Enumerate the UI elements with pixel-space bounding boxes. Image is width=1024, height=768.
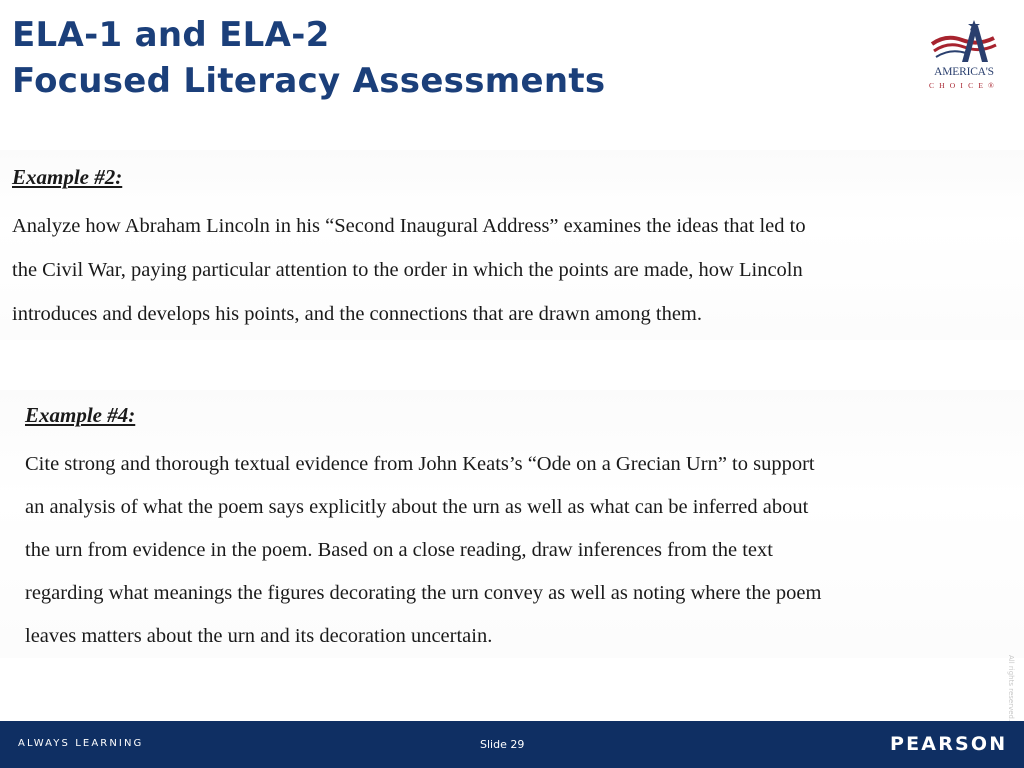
- logo-line-2: [918, 81, 1010, 90]
- example-4-heading: Example #4:: [25, 403, 136, 427]
- slide-number: Slide 29: [480, 738, 525, 751]
- example-2-text: [12, 204, 806, 336]
- footer-bar: [0, 721, 1024, 768]
- logo-line-1: AMERICA'S: [934, 66, 994, 78]
- text-line: the Civil War, paying particular attention to the order in which the points are made, how Lincoln: [12, 259, 803, 281]
- registered-mark: ®: [988, 81, 1000, 90]
- logo-choice: CHOICE: [928, 81, 989, 90]
- text-line: introduces and develops his points, and the connections that are drawn among them.: [12, 303, 702, 325]
- text-line: Analyze how Abraham Lincoln in his “Second Inaugural Address” examines the ideas that led to: [12, 215, 806, 237]
- text-line: leaves matters about the urn and its decoration uncertain.: [25, 625, 493, 647]
- text-line: the urn from evidence in the poem. Based on a close reading, draw inferences from the text: [25, 539, 773, 561]
- example-4-text: [25, 443, 821, 658]
- footer-tagline: ALWAYS LEARNING: [18, 738, 144, 749]
- title-line-1: ELA-1 and ELA-2: [12, 15, 330, 55]
- text-line: an analysis of what the poem says explicitly about the urn as well as what can be inferred about: [25, 496, 809, 518]
- slide-title: [12, 12, 605, 104]
- star-a-flag-icon: [928, 20, 1000, 64]
- rights-note: All rights reserved.: [1007, 655, 1015, 722]
- americas-choice-logo: [918, 20, 1010, 96]
- text-line: regarding what meanings the figures decorating the urn convey as well as noting where the poem: [25, 582, 822, 604]
- title-line-2: Focused Literacy Assessments: [12, 61, 606, 101]
- example-2-heading: Example #2:: [12, 165, 123, 189]
- text-line: Cite strong and thorough textual evidence from John Keats’s “Ode on a Grecian Urn” to support: [25, 453, 815, 475]
- pearson-logo: PEARSON: [890, 733, 1008, 755]
